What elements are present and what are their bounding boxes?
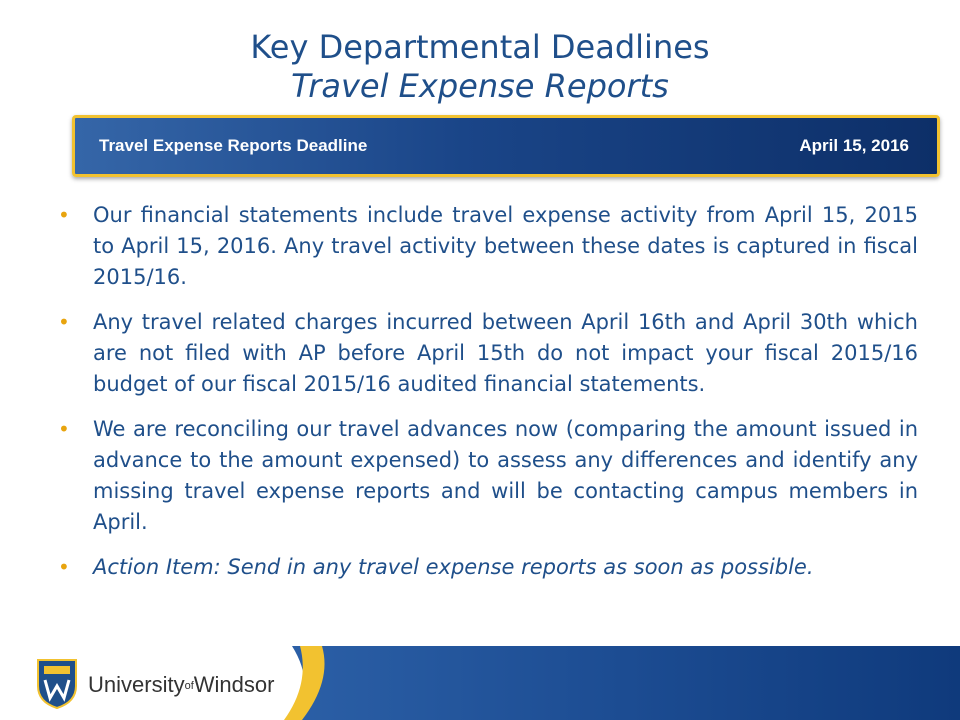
logo-text-of: of [184, 680, 194, 693]
action-item-text: Action Item: Send in any travel expense reports as soon as possible. [93, 555, 814, 579]
slide-title [0, 28, 960, 106]
bullet-text: Our financial statements include travel expense activity from April 15, 2015 to April 15, 2016. Any travel activity between these dates is captured in fiscal 2015/16. [93, 203, 918, 289]
bullet-icon: • [58, 310, 70, 334]
logo-text-main: University [88, 672, 185, 697]
action-item [58, 552, 918, 583]
bullet-text: Any travel related charges incurred between April 16th and April 30th which are not filed with AP before April 15th do not impact your fiscal 2015/16 budget of our fiscal 2015/16 audited financial statements. [93, 310, 918, 396]
bullet-item [58, 200, 918, 293]
bullet-list [58, 200, 918, 597]
bullet-item [58, 414, 918, 538]
logo-wordmark [88, 672, 274, 698]
bullet-icon: • [58, 555, 70, 579]
bullet-icon: • [58, 417, 70, 441]
bullet-icon: • [58, 203, 70, 227]
footer-blue-panel [262, 646, 960, 720]
bullet-item [58, 307, 918, 400]
shield-icon [36, 658, 78, 710]
bullet-text: We are reconciling our travel advances now (comparing the amount issued in advance to the amount expensed) to assess any differences and identify any missing travel expense reports and will be contacting campus members in April. [93, 417, 918, 534]
title-line-2: Travel Expense Reports [291, 67, 669, 105]
deadline-banner [72, 115, 940, 177]
university-logo [36, 658, 296, 710]
title-line-1: Key Departmental Deadlines [250, 28, 710, 66]
logo-text-end: Windsor [193, 672, 275, 697]
deadline-date: April 15, 2016 [799, 136, 909, 155]
deadline-label: Travel Expense Reports Deadline [99, 136, 368, 155]
